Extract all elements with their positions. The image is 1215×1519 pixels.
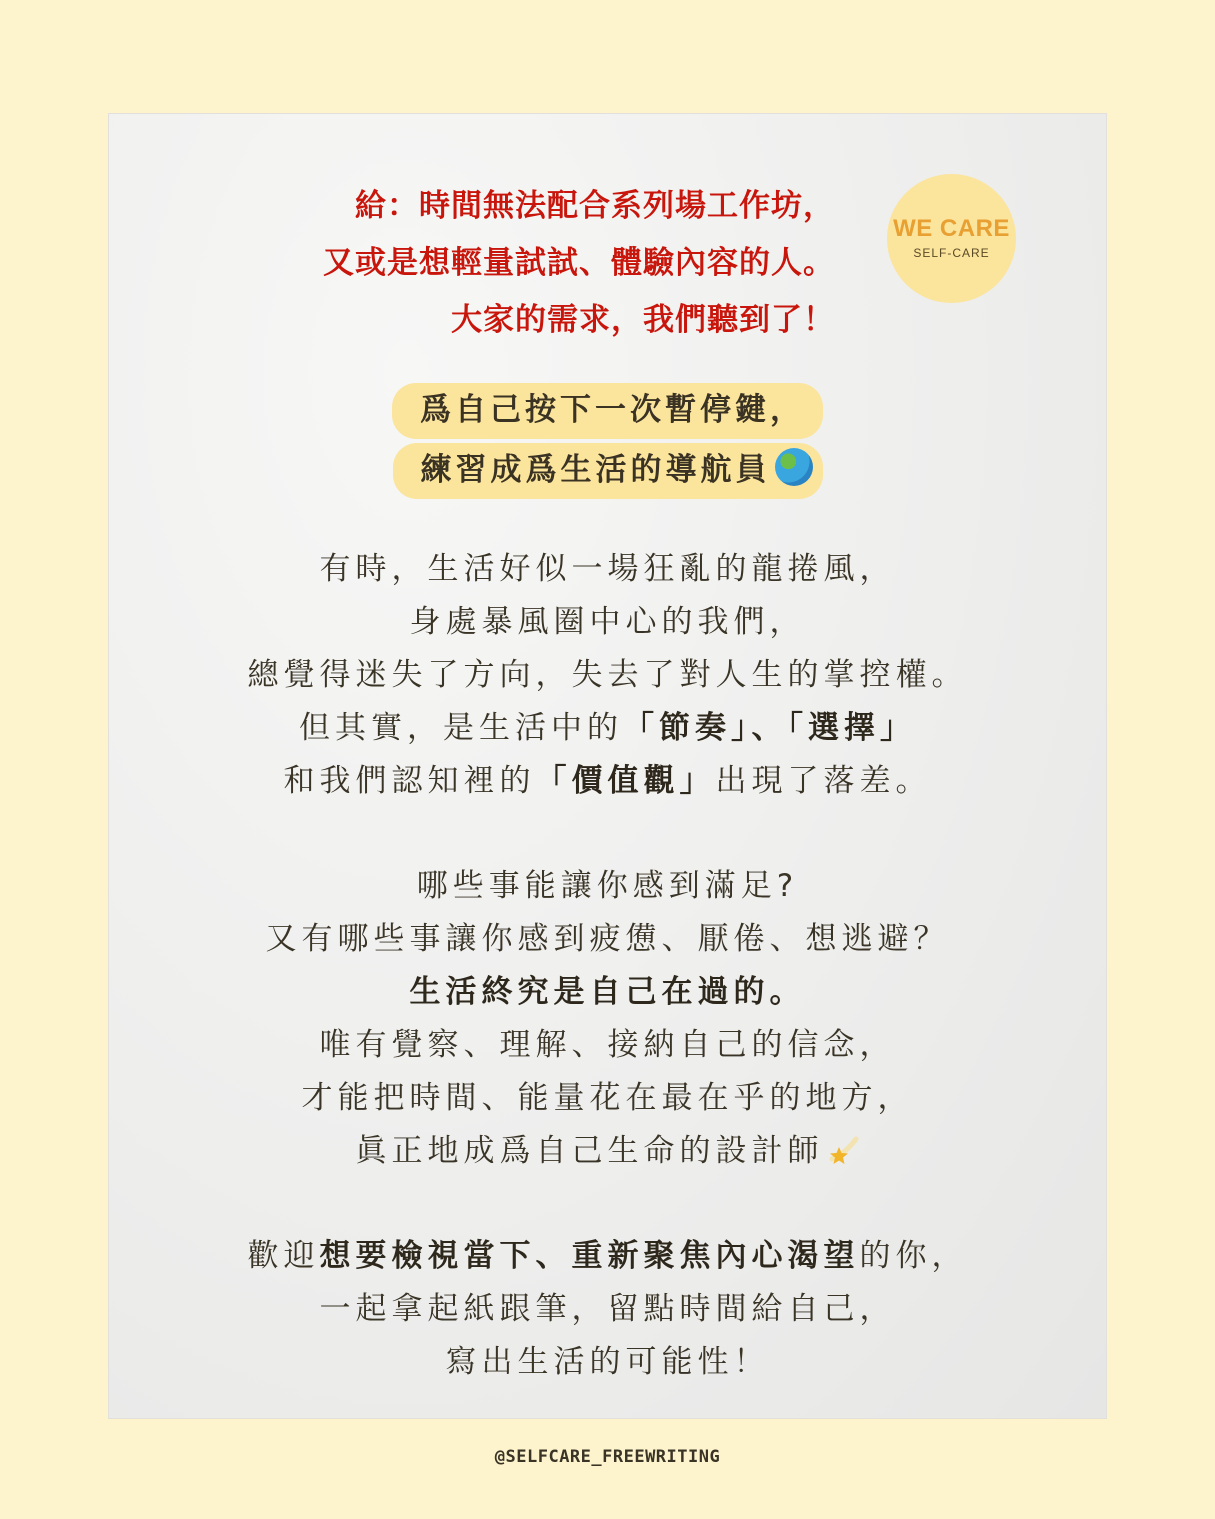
paragraph-3 <box>0 1230 1215 1389</box>
logo-title: WE CARE <box>893 214 1010 242</box>
p1-separator: 、 <box>751 710 788 746</box>
p3-line-1 <box>0 1230 1215 1283</box>
p2-line-3 <box>0 966 1215 1019</box>
paragraph-2 <box>0 860 1215 1178</box>
p2-line-6-text: 眞正地成爲自己生命的設計師 <box>355 1133 824 1169</box>
p3-line-1-start: 歡迎 <box>247 1238 320 1274</box>
p1-line-3: 總覺得迷失了方向，失去了對人生的掌控權。 <box>247 657 968 693</box>
header-line-3: 大家的需求，我們聽到了！ <box>451 302 835 338</box>
p1-values: 「價值觀」 <box>535 763 716 799</box>
p1-line-1: 有時，生活好似一場狂亂的龍捲風， <box>319 551 896 587</box>
globe-icon <box>775 448 813 486</box>
p3-line-1-end: 的你， <box>859 1238 968 1274</box>
header-line-2: 又或是想輕量試試、體驗內容的人。 <box>323 245 835 281</box>
highlight-line-2 <box>393 443 823 499</box>
p2-line-6 <box>0 1125 1215 1178</box>
p1-line-4 <box>0 702 1215 755</box>
p2-line-2: 又有哪些事讓你感到疲憊、厭倦、想逃避？ <box>265 921 950 957</box>
highlight-heading <box>0 383 1215 499</box>
p1-line-2: 身處暴風圈中心的我們， <box>409 604 806 640</box>
p1-line-5-text: 和我們認知裡的 <box>283 763 536 799</box>
we-care-logo <box>887 174 1016 303</box>
p3-emphasis: 想要檢視當下、重新聚焦內心渴望 <box>319 1238 860 1274</box>
p3-line-3: 寫出生活的可能性！ <box>445 1344 770 1380</box>
logo-subtitle: SELF-CARE <box>913 245 990 260</box>
p2-line-4: 唯有覺察、理解、接納自己的信念， <box>319 1027 896 1063</box>
header-text <box>135 178 835 349</box>
highlight-line-2-text: 練習成爲生活的導航員 <box>420 452 771 488</box>
p1-rhythm: 「節奏」 <box>623 710 752 746</box>
p2-emphasis: 生活終究是自己在過的。 <box>409 974 806 1010</box>
header-line-1: 給：時間無法配合系列場工作坊， <box>355 188 835 224</box>
instagram-handle: @SELFCARE_FREEWRITING <box>494 1447 721 1467</box>
p1-choice: 「選擇」 <box>787 710 916 746</box>
p3-line-2: 一起拿起紙跟筆，留點時間給自己， <box>319 1291 896 1327</box>
p1-line-5 <box>0 755 1215 808</box>
p2-line-1: 哪些事能讓你感到滿足? <box>416 868 799 904</box>
p1-line-5-end: 出現了落差。 <box>715 763 932 799</box>
shooting-star-icon <box>826 1133 860 1167</box>
highlight-line-1: 爲自己按下一次暫停鍵， <box>392 383 823 439</box>
p1-line-4-text: 但其實，是生活中的 <box>299 710 623 746</box>
paragraph-1 <box>0 543 1215 808</box>
p2-line-5: 才能把時間、能量花在最在乎的地方， <box>301 1080 914 1116</box>
